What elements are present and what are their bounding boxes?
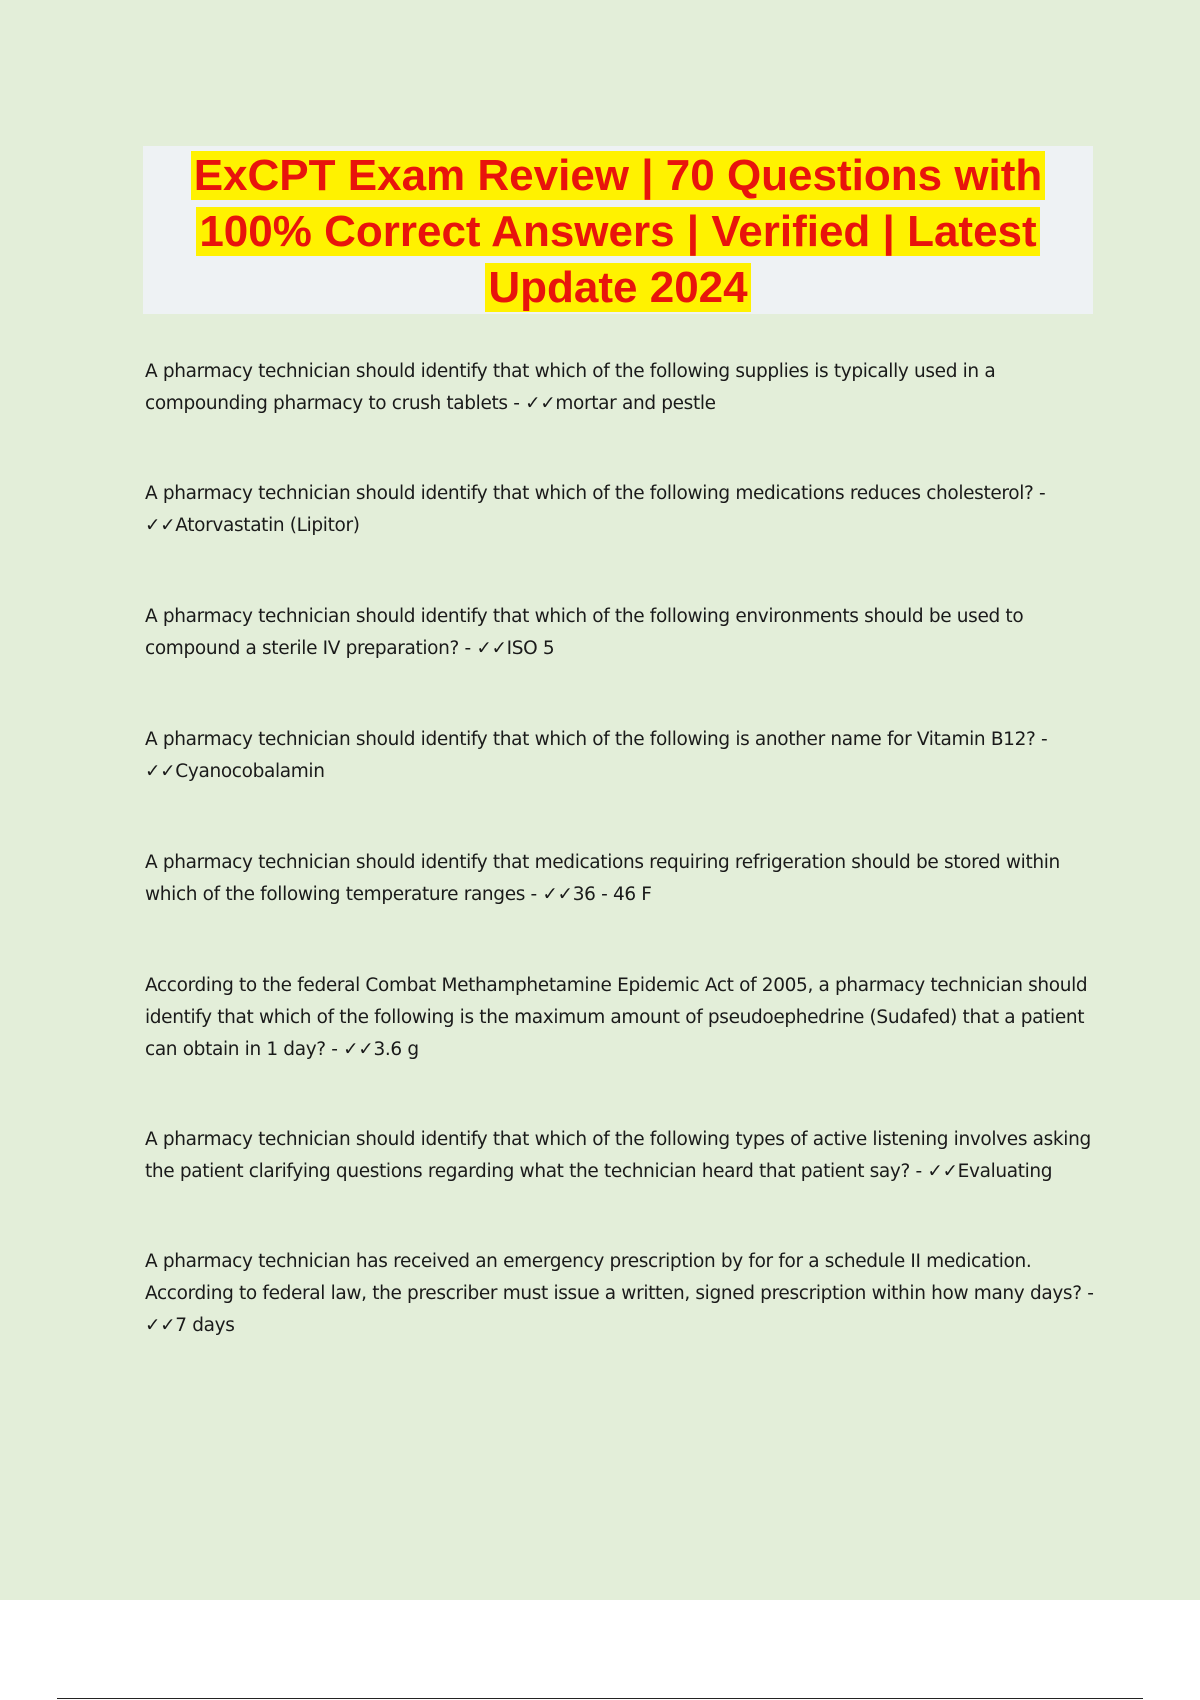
document-title: [143, 146, 1093, 316]
title-line: Update 2024: [485, 263, 750, 312]
qa-item-7: A pharmacy technician should identify that which of the following types of active listening involves asking the patient clarifying questions regarding what the technician heard that patient say? - ✓✓Evaluating: [145, 1129, 1091, 1182]
title-line: 100% Correct Answers | Verified | Latest: [196, 207, 1039, 256]
question-answer-list: [145, 356, 1095, 1342]
footer-rule: [57, 1698, 1143, 1699]
title-block: [143, 146, 1093, 314]
qa-item-6: According to the federal Combat Methamphetamine Epidemic Act of 2005, a pharmacy technician should identify that which of the following is the maximum amount of pseudoephedrine (Sudafed) that a patient can obtain in 1 day? - ✓✓3.6 g: [145, 975, 1088, 1060]
qa-item-3: A pharmacy technician should identify that which of the following environments should be used to compound a sterile IV preparation? - ✓✓ISO 5: [145, 606, 1024, 659]
qa-item-8: A pharmacy technician has received an emergency prescription by for for a schedule II medication. According to federal law, the prescriber must issue a written, signed prescription within how many days? - ✓✓7 days: [145, 1251, 1094, 1336]
qa-item-1: A pharmacy technician should identify that which of the following supplies is typically used in a compounding pharmacy to crush tablets - ✓✓mortar and pestle: [145, 361, 996, 414]
qa-item-5: A pharmacy technician should identify that medications requiring refrigeration should be stored within which of the following temperature ranges - ✓✓36 - 46 F: [145, 852, 1060, 905]
title-line: ExCPT Exam Review | 70 Questions with: [191, 151, 1046, 200]
qa-item-4: A pharmacy technician should identify that which of the following is another name for Vitamin B12? - ✓✓Cyanocobalamin: [145, 729, 1048, 782]
qa-item-2: A pharmacy technician should identify that which of the following medications reduces cholesterol? - ✓✓Atorvastatin (Lipitor): [145, 483, 1046, 536]
